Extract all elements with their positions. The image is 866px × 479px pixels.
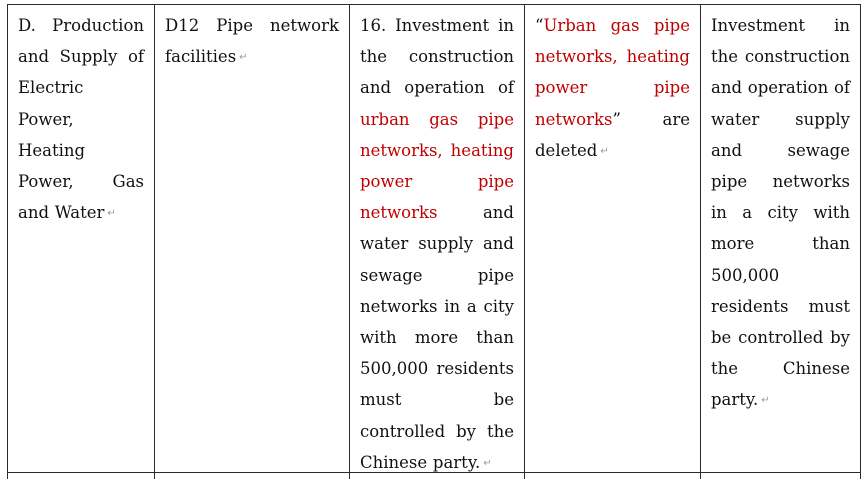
category-text: D. Production and Supply of Electric Power, Heating Power, Gas and Water xyxy=(18,16,144,223)
table-row xyxy=(8,5,861,479)
change-open-quote: “ xyxy=(535,16,544,35)
category-cell xyxy=(8,5,155,479)
change-note-cell xyxy=(525,5,701,479)
paragraph-mark-icon: ↵ xyxy=(600,145,609,157)
catalogue-comparison-table xyxy=(7,4,861,479)
revised-item-text: Investment in the construction and operation of water supply and sewage pipe networks in a city with more than 500,000 residents must be controlled by the Chinese party. xyxy=(711,16,851,410)
paragraph-mark-icon: ↵ xyxy=(107,208,116,220)
table-bottom-border xyxy=(7,472,860,473)
item-text-suffix: and water supply and sewage pipe networks in a city with more than 500,000 residents must be controlled by the Chinese party. xyxy=(360,203,514,472)
paragraph-mark-icon: ↵ xyxy=(761,395,770,407)
change-text-highlight: Urban gas pipe networks, heating power pipe networks xyxy=(535,16,690,129)
item-text-highlight: urban gas pipe networks, heating power pipe networks xyxy=(360,109,514,223)
paragraph-mark-icon: ↵ xyxy=(483,457,492,469)
original-item-cell xyxy=(350,5,525,479)
item-text-prefix: 16. Investment in the construction and operation of xyxy=(360,16,514,98)
paragraph-mark-icon: ↵ xyxy=(239,52,248,64)
subcategory-text: D12 Pipe network facilities xyxy=(165,16,339,67)
subcategory-cell xyxy=(155,5,350,479)
revised-item-cell xyxy=(701,5,861,479)
change-text-close: ” are deleted xyxy=(535,109,690,160)
